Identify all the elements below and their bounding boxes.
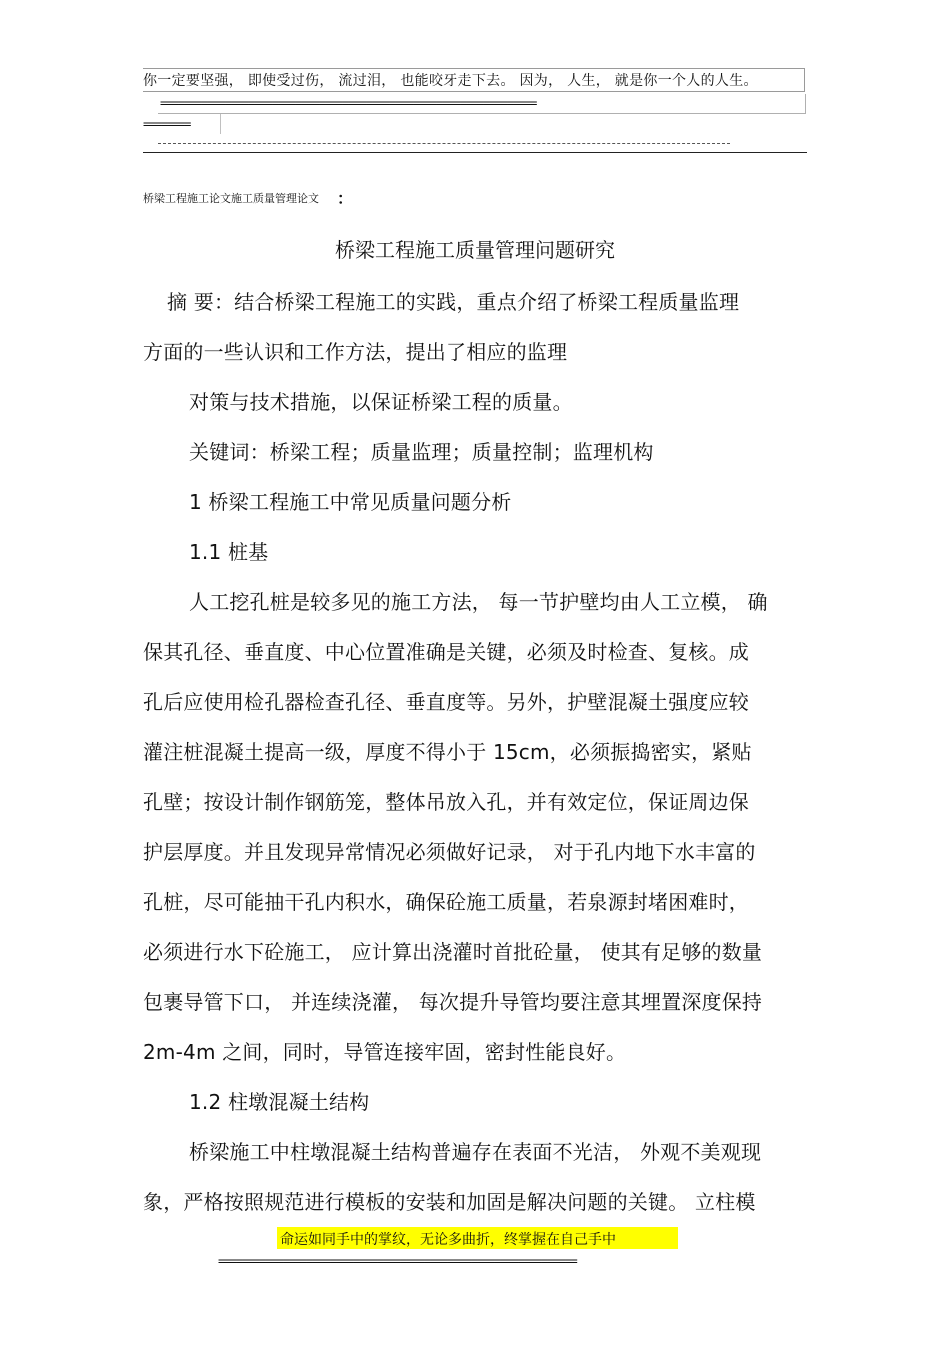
- header-rule: [143, 152, 807, 153]
- separator-long: ================================================================: [160, 96, 536, 110]
- paragraph-line: 孔桩，尽可能抽干孔内积水，确保砼施工质量，若泉源封堵困难时，: [143, 890, 749, 914]
- paragraph-line: 孔壁；按设计制作钢筋笼，整体吊放入孔，并有效定位，保证周边保: [143, 790, 749, 814]
- paragraph-line: 象，严格按照规范进行模板的安装和加固是解决问题的关键。 立柱模: [143, 1190, 756, 1214]
- document-label-colon: ：: [337, 189, 354, 208]
- subsection-heading-1-2: 1.2 柱墩混凝土结构: [189, 1090, 370, 1114]
- paragraph-line: 必须进行水下砼施工， 应计算出浇灌时首批砼量， 使其有足够的数量: [143, 940, 763, 964]
- page-title: 桥梁工程施工质量管理问题研究: [335, 238, 615, 262]
- abstract-line-3: 对策与技术措施，以保证桥梁工程的质量。: [189, 390, 573, 414]
- paragraph-line: 孔后应使用检孔器检查孔径、垂直度等。另外，护壁混凝土强度应较: [143, 690, 749, 714]
- document-label: 桥梁工程施工论文施工质量管理论文: [143, 192, 319, 205]
- section-heading-1: 1 桥梁工程施工中常见质量问题分析: [189, 490, 512, 514]
- paragraph-line: 人工挖孔桩是较多见的施工方法， 每一节护壁均由人工立模， 确: [189, 590, 768, 614]
- header-motto: 你一定要坚强， 即使受过伤， 流过泪， 也能咬牙走下去。 因为， 人生， 就是你一个人的人生。: [143, 73, 758, 89]
- abstract-line-2: 方面的一些认识和工作方法，提出了相应的监理: [143, 340, 568, 364]
- paragraph-line: 灌注桩混凝土提高一级，厚度不得小于 15cm，必须振捣密实，紧贴: [143, 740, 752, 764]
- subsection-heading-1-1: 1.1 桩基: [189, 540, 269, 564]
- keywords-line: 关键词：桥梁工程；质量监理；质量控制；监理机构: [189, 440, 654, 464]
- abstract-line-1: 摘 要：结合桥梁工程施工的实践，重点介绍了桥梁工程质量监理: [167, 290, 740, 314]
- footer-separator: =============================================================: [218, 1254, 577, 1268]
- paragraph-line: 保其孔径、垂直度、中心位置准确是关键，必须及时检查、复核。成: [143, 640, 749, 664]
- footer-motto: 命运如同手中的掌纹，无论多曲折，终掌握在自己手中: [280, 1232, 616, 1248]
- paragraph-line: 桥梁施工中柱墩混凝土结构普遍存在表面不光洁， 外观不美观现: [189, 1140, 762, 1164]
- paragraph-line: 包裹导管下口， 并连续浇灌， 每次提升导管均要注意其埋置深度保持: [143, 990, 763, 1014]
- separator-short: ========: [143, 117, 190, 131]
- paragraph-line: 护层厚度。并且发现异常情况必须做好记录， 对于孔内地下水丰富的: [143, 840, 756, 864]
- paragraph-line: 2m-4m 之间，同时，导管连接牢固，密封性能良好。: [143, 1040, 627, 1064]
- dashed-divider: [158, 143, 730, 144]
